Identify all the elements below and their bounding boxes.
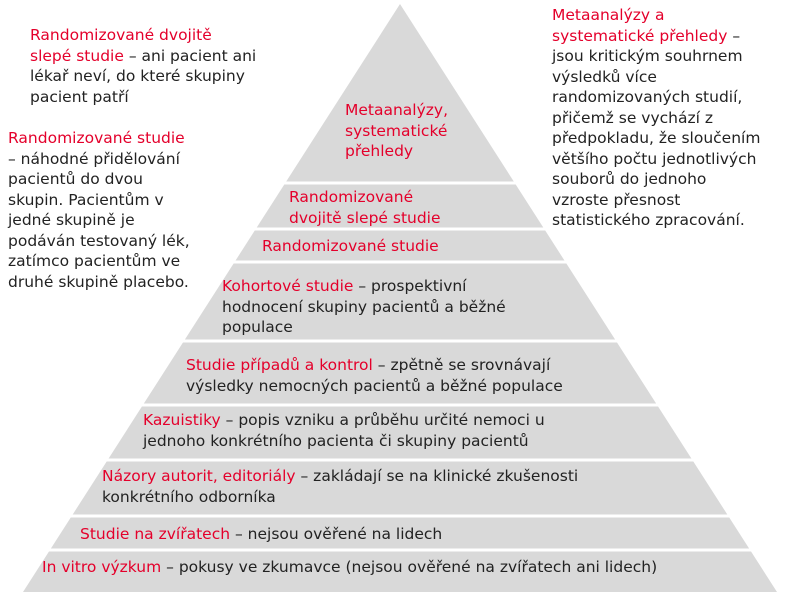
note-line — [8, 210, 190, 231]
level-description: jednoho konkrétního pacienta či skupiny pacientů — [143, 431, 529, 450]
level-text-line — [143, 431, 545, 452]
note-title: Metaanalýzy a — [552, 6, 665, 24]
note-double-blind-studies — [30, 25, 256, 107]
note-title: Randomizované studie — [8, 129, 185, 147]
note-text: přičemž se vychází z — [552, 108, 713, 127]
note-line — [552, 210, 760, 231]
note-text: pacient patří — [30, 87, 129, 106]
level-title: Studie na zvířatech — [80, 525, 231, 543]
level-description: výsledky nemocných pacientů a běžné populace — [186, 376, 563, 395]
note-line — [552, 169, 760, 190]
note-line — [30, 46, 256, 67]
pyramid-level-expert-opinion — [102, 466, 578, 507]
level-title: Studie případů a kontrol — [186, 356, 373, 374]
note-line — [30, 66, 256, 87]
level-description: – zpětně se srovnávají — [372, 356, 551, 374]
level-title: systematické — [345, 121, 448, 140]
note-randomized-studies — [8, 128, 190, 292]
level-description: – prospektivní — [353, 277, 467, 295]
level-title: In vitro výzkum — [42, 558, 162, 576]
note-line — [8, 149, 190, 170]
note-text: – náhodné přidělování — [8, 149, 180, 168]
note-text: většího počtu jednotlivých — [552, 149, 757, 168]
level-description: – popis vzniku a průběhu určité nemoci u — [220, 411, 545, 429]
note-line — [8, 251, 190, 272]
note-meta-analyses — [552, 5, 760, 231]
note-line — [552, 190, 760, 211]
note-text: předpokladu, že sloučením — [552, 129, 761, 147]
level-description: – pokusy ve zkumavce (nejsou ověřené na zvířatech ani lidech) — [161, 558, 658, 576]
pyramid-level-case-reports — [143, 410, 545, 451]
note-text: randomizovaných studií, — [552, 88, 743, 106]
level-text-line — [345, 141, 448, 162]
note-line — [552, 108, 760, 129]
pyramid-level-case-control-studies — [186, 355, 563, 396]
level-title: Názory autorit, editoriály — [102, 467, 296, 485]
note-line — [8, 190, 190, 211]
note-line — [8, 128, 190, 149]
pyramid-level-double-blind-studies — [289, 187, 441, 228]
note-line — [552, 128, 760, 149]
note-line — [552, 67, 760, 88]
note-line — [552, 46, 760, 67]
note-title: slepé studie — [30, 46, 124, 65]
note-text: jsou kritickým souhrnem — [552, 47, 743, 65]
level-text-line — [222, 317, 506, 338]
pyramid-level-in-vitro-research — [42, 557, 657, 578]
note-text: – ani pacient ani — [123, 46, 257, 65]
note-line — [30, 25, 256, 46]
level-text-line — [80, 524, 442, 545]
level-title: Randomizované — [289, 188, 414, 206]
note-line — [552, 87, 760, 108]
level-text-line — [345, 121, 448, 142]
pyramid-level-meta-analyses — [345, 100, 448, 162]
note-text: statistického zpracování. — [552, 211, 745, 229]
level-text-line — [289, 208, 441, 229]
note-text: výsledků více — [552, 67, 657, 86]
level-text-line — [102, 487, 578, 508]
level-text-line — [102, 466, 578, 487]
pyramid-level-cohort-studies — [222, 276, 506, 338]
note-text: vzroste přesnost — [552, 190, 681, 209]
level-description: konkrétního odborníka — [102, 487, 276, 506]
level-description: – nejsou ověřené na lidech — [230, 525, 443, 543]
level-description: hodnocení skupiny pacientů a běžné — [222, 297, 506, 316]
note-line — [552, 5, 760, 26]
note-text: druhé skupině placebo. — [8, 272, 189, 291]
note-text: souborů do jednoho — [552, 170, 707, 188]
note-text: pacientů do dvou — [8, 170, 143, 188]
level-text-line — [222, 276, 506, 297]
level-title: přehledy — [345, 142, 414, 160]
note-title: systematické přehledy — [552, 26, 728, 45]
pyramid-level-randomized-studies — [262, 236, 439, 257]
note-line — [552, 149, 760, 170]
note-line — [552, 26, 760, 47]
level-description: populace — [222, 318, 293, 336]
level-description: – zakládají se na klinické zkušenosti — [295, 467, 579, 485]
note-text: skupin. Pacientům v — [8, 190, 164, 209]
level-text-line — [143, 410, 545, 431]
level-text-line — [289, 187, 441, 208]
level-title: dvojitě slepé studie — [289, 208, 441, 227]
level-text-line — [42, 557, 657, 578]
level-title: Kazuistiky — [143, 411, 221, 429]
note-text: – — [727, 26, 741, 45]
note-line — [8, 272, 190, 293]
note-line — [8, 231, 190, 252]
note-text: lékař neví, do které skupiny — [30, 67, 245, 85]
note-text: jedné skupině je — [8, 211, 135, 229]
level-text-line — [186, 376, 563, 397]
note-text: zatímco pacientům ve — [8, 252, 181, 270]
note-line — [8, 169, 190, 190]
level-title: Kohortové studie — [222, 277, 354, 295]
level-text-line — [186, 355, 563, 376]
level-text-line — [262, 236, 439, 257]
pyramid-level-animal-studies — [80, 524, 442, 545]
level-title: Metaanalýzy, — [345, 101, 449, 119]
level-text-line — [345, 100, 448, 121]
level-text-line — [222, 297, 506, 318]
note-title: Randomizované dvojitě — [30, 26, 212, 44]
note-line — [30, 87, 256, 108]
level-title: Randomizované studie — [262, 237, 439, 255]
note-text: podáván testovaný lék, — [8, 231, 190, 250]
